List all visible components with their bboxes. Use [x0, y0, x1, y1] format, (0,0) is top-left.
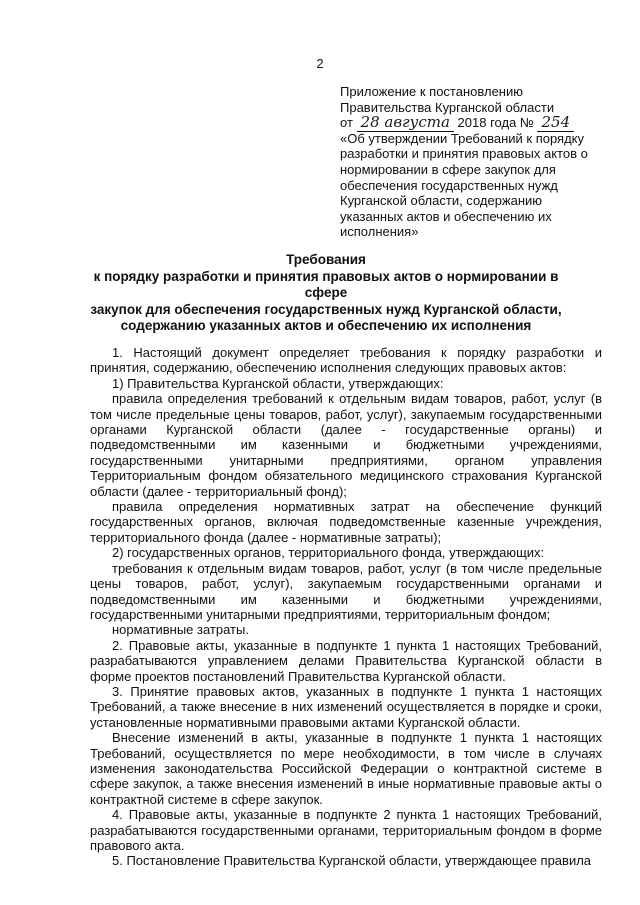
title-line-1: Требования — [286, 252, 366, 267]
paragraph: правила определения требований к отдельным видам товаров, работ, услуг (в том числе предельные цены товаров, работ, услуг), закупаемым государственными органами Курганской области (далее - государственные органы) и подведомственными им казенными и бюджетными учреждениями, государственными унитарными предприятиями, органом управления Территориальным фондом обязательного медицинского страхования Курганской области (далее - территориальный фонд); — [90, 391, 602, 499]
paragraph: 4. Правовые акты, указанные в подпункте 2 пункта 1 настоящих Требований, разрабатываются государственными органами, территориальным фондом в форме правового акта. — [90, 807, 602, 853]
title-line-3: закупок для обеспечения государственных нужд Курганской области, — [90, 301, 562, 317]
paragraph: 5. Постановление Правительства Курганской области, утверждающее правила — [112, 853, 592, 869]
title-line-4: содержанию указанных актов и обеспечению их исполнения — [120, 318, 532, 334]
paragraph: 1. Настоящий документ определяет требования к порядку разработки и принятия, содержанию, обеспечению исполнения следующих правовых актов: — [90, 345, 602, 376]
date-year: 2018 года № — [457, 115, 534, 131]
appendix-line-1: Приложение к постановлению — [340, 84, 523, 99]
paragraph: Внесение изменений в акты, указанные в подпункте 1 пункта 1 настоящих Требований, осуществляется по мере необходимости, в том числе в случаях изменения законодательства Российской Федерации о контрактной системе в сфере закупок, а также внесения изменений в иные нормативные правовые акты о контрактной системе в сфере закупок. — [90, 730, 602, 807]
appendix-line-2: Правительства Курганской области — [340, 99, 555, 115]
paragraph: нормативные затраты. — [112, 622, 249, 638]
paragraph: 1) Правительства Курганской области, утверждающих: — [112, 375, 444, 391]
handwritten-date: 28 августа — [357, 113, 454, 132]
paragraph: 2) государственных органов, территориального фонда, утверждающих: — [112, 545, 545, 561]
date-prefix: от — [340, 115, 353, 131]
title-line-2: к порядку разработки и принятия правовых актов о нормировании в сфере — [93, 268, 559, 301]
page-number: 2 — [316, 56, 324, 71]
appendix-date-line — [340, 115, 602, 131]
paragraph: 3. Принятие правовых актов, указанных в подпункте 1 пункта 1 настоящих Требований, а также внесение в них изменений осуществляется в порядке и сроки, установленные нормативными правовыми актами Курганской области. — [90, 683, 602, 730]
paragraph: правила определения нормативных затрат на обеспечение функций государственных органов, включая подведомственные казенные учреждения, территориального фонда (далее - нормативные затраты); — [90, 499, 602, 545]
document-body — [90, 345, 602, 869]
handwritten-number: 254 — [537, 113, 574, 132]
paragraph: требования к отдельным видам товаров, работ, услуг (в том числе предельные цены товаров, работ, услуг), закупаемым государственными органами и подведомственными им казенными и бюджетными учреждениями, государственными унитарными предприятиями, территориальным фондом; — [90, 560, 602, 622]
document-title — [84, 252, 568, 335]
appendix-block — [340, 84, 602, 240]
appendix-subject: «Об утверждении Требований к порядку разработки и принятия правовых актов о нормировании в сфере закупок для обеспечения государственных нужд Курганской области, содержанию указанных актов и обеспечению их исполнения» — [340, 130, 588, 240]
paragraph: 2. Правовые акты, указанные в подпункте 1 пункта 1 настоящих Требований, разрабатываются управлением делами Правительства Курганской области в форме проектов постановлений Правительства Курганской области. — [90, 637, 602, 684]
